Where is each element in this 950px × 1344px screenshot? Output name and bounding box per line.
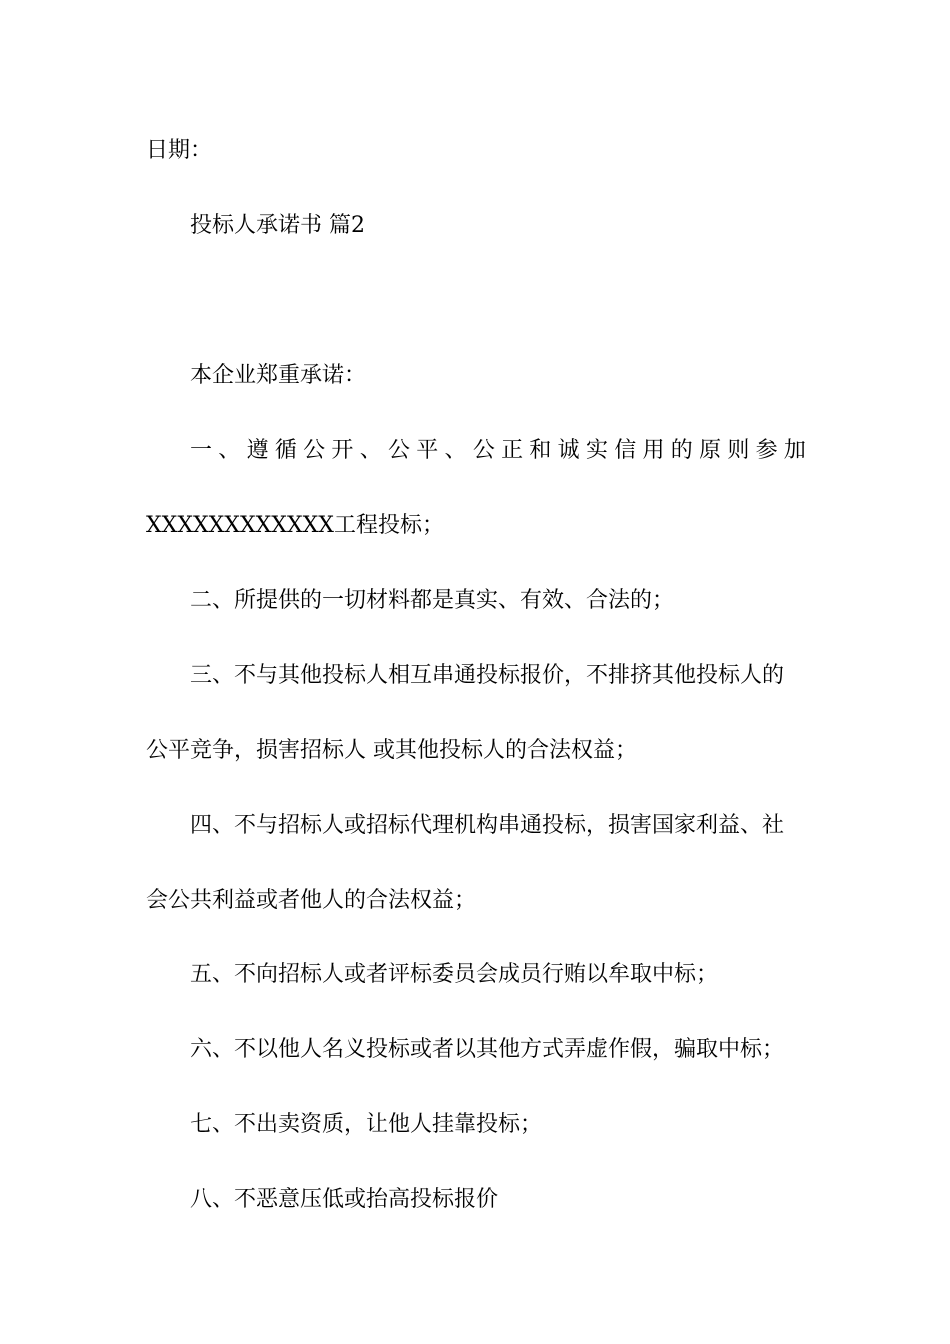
item-1-char: 循 <box>274 438 297 463</box>
item-1-char: 、 <box>359 438 382 463</box>
item-6: 六、不以他人名义投标或者以其他方式弄虚作假，骗取中标； <box>190 1037 785 1062</box>
item-3-line-2: 公平竞争，损害招标人 或其他投标人的合法权益； <box>146 738 637 763</box>
item-2: 二、所提供的一切材料都是真实、有效、合法的； <box>190 588 675 613</box>
item-1-char: 正 <box>501 438 524 463</box>
item-1-char: 公 <box>472 438 495 463</box>
item-1-char: 的 <box>670 438 693 463</box>
item-1-char: 加 <box>783 438 806 463</box>
item-1-char: 信 <box>614 438 637 463</box>
item-1-char: 诚 <box>557 438 580 463</box>
item-7: 七、不出卖资质，让他人挂靠投标； <box>190 1112 543 1137</box>
intro-text: 本企业郑重承诺： <box>190 363 367 388</box>
item-1-char: 平 <box>416 438 439 463</box>
item-5: 五、不向招标人或者评标委员会成员行贿以牟取中标； <box>190 962 719 987</box>
item-8: 八、不恶意压低或抬高投标报价 <box>190 1187 499 1212</box>
item-1-char: 用 <box>642 438 665 463</box>
item-1-char: 、 <box>218 438 241 463</box>
date-label: 日期： <box>146 138 213 163</box>
item-1-char: 参 <box>755 438 778 463</box>
item-3-line-1: 三、不与其他投标人相互串通投标报价，不排挤其他投标人的 <box>190 663 785 688</box>
item-1-line-2: XXXXXXXXXXXX工程投标； <box>146 513 444 538</box>
item-1-char: 、 <box>444 438 467 463</box>
item-1-char: 一 <box>190 438 213 463</box>
item-1-char: 原 <box>699 438 722 463</box>
item-1-char: 和 <box>529 438 552 463</box>
item-1-char: 公 <box>387 438 410 463</box>
item-4-line-1: 四、不与招标人或招标代理机构串通投标，损害国家利益、社 <box>190 813 785 838</box>
item-1-char: 实 <box>585 438 608 463</box>
item-1-line-1 <box>190 436 806 466</box>
section-title: 投标人承诺书 篇2 <box>190 213 365 238</box>
item-1-char: 遵 <box>246 438 269 463</box>
item-1-char: 开 <box>331 438 354 463</box>
item-4-line-2: 会公共利益或者他人的合法权益； <box>146 888 477 913</box>
item-1-char: 公 <box>303 438 326 463</box>
item-1-char: 则 <box>727 438 750 463</box>
